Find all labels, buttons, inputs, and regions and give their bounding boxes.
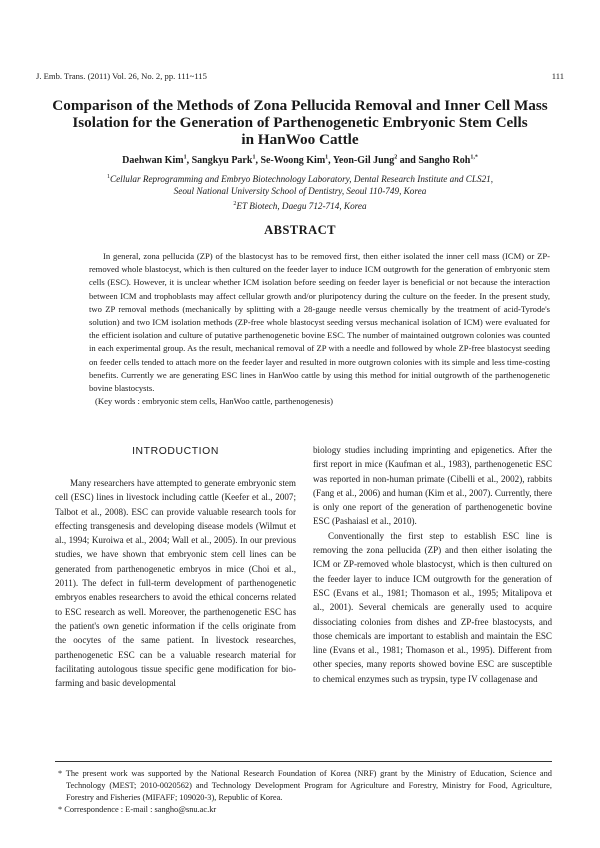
author-list [40, 155, 560, 166]
paragraph: Conventionally the first step to establish ESC line is removing the zona pellucida (ZP) and then either isolating the ICM or ZP-removed whole blastocyst, which is then cultured on the feeder layer to induce ICM outgrowth for the generation of ESC (Evans et al., 1981; Thomason et al., 1995; Mitalipova et al., 2001). Several chemicals are generally used to acquire dissociating colonies from dishes and ZP-free blastocysts, and those chemicals are important to establish and maintain the ESC line (Evans et al., 1981; Thomason et al., 1995). Different from other species, many reports showed bovine ESC are susceptible to chemical enzymes such as trypsin, type IV collagenase and [313, 530, 552, 684]
journal-citation: J. Emb. Trans. (2011) Vol. 26, No. 2, pp. 111~115 [36, 71, 207, 81]
funding-footnote: * The present work was supported by the National Research Foundation of Korea (NRF) grant by the Ministry of Education, Science and Technology (MEST; 2010-0020562) and Technology Development Program for Agriculture and Forestry, Ministry for Food, Agriculture, Forestry and Fisheries (MIFAFF; 109020-3), Republic of Korea. [58, 769, 552, 802]
running-header [36, 71, 564, 83]
footnote-divider [55, 761, 552, 762]
correspondence-footnote: * Correspondence : E-mail : sangho@snu.ac.kr [58, 805, 217, 814]
affiliation-1: $^1$Cellular Reprogramming and Embryo Biotechnology Laboratory, Dental Research Institute and CLS21, [106, 174, 494, 185]
author: Se-Woong Kim$^1$, [260, 155, 333, 167]
title-line: Isolation for the Generation of Parthenogenetic Embryonic Stem Cells [72, 114, 528, 131]
author: Yeon-Gil Jung$^2$ and [332, 155, 419, 167]
section-heading-introduction: INTRODUCTION [132, 446, 219, 457]
author: Daehwan Kim$^1$, [122, 155, 192, 167]
abstract-heading: ABSTRACT [264, 223, 336, 237]
abstract [89, 250, 550, 408]
title-line: Comparison of the Methods of Zona Pellucida Removal and Inner Cell Mass [52, 97, 548, 114]
affiliations [40, 171, 560, 212]
right-column [313, 443, 552, 686]
abstract-body: In general, zona pellucida (ZP) of the blastocyst has to be removed first, then either isolated the inner cell mass (ICM) or ZP-removed whole blastocyst, which is then cultured on the feeder layer to induce ICM outgrowth for the generation of embryonic stem cells (ESC). However, it is unclear whether ICM isolation before seeding on feeder layer is beneficial or not because the interaction between ICM and trophoblasts may affect cellular growth and/or pluripotency during the culture on the feeder. In the present study, two ZP removal methods (mechanically by splitting with a 28-gauge needle versus chemically by the treatment of acid-Tyrode's solution) and two ICM isolation methods (ZP-free whole blastocyst seeding versus mechanical isolation of ICM) were evaluated for the efficient isolation and culture of putative parthenogenetic bovine ESC. The number of maintained outgrown colonies was counted in each experimental group. As the result, mechanical removal of ZP with a needle and followed by whole ZP-free blastocyst seeding on feeder cells tended to attach more on the feeder layer and resulted in more outgrown colonies with its simple and less time-costing benefits. Currently we are generating ESC lines in HanWoo cattle by using this method for initial outgrowth of the parthenogenetic bovine blastocysts. [89, 251, 550, 394]
footnotes [58, 768, 552, 816]
paragraph: biology studies including imprinting and epigenetics. After the first report in mice (Kaufman et al., 1983), parthenogenetic ESC was reported in non-human primate (Cibelli et al., 2002), rabbits (Fang et al., 2006) and human (Kim et al., 2007). Currently, there is only one report of the generation of parthenogenetic bovine ESC (Pashaiasl et al., 2010). [313, 445, 552, 527]
affiliation-1-cont: Seoul National University School of Dentistry, Seoul 110-749, Korea [173, 186, 427, 197]
paragraph: Many researchers have attempted to generate embryonic stem cell (ESC) lines in livestock including cattle (Keefer et al., 2007; Talbot et al., 2008). ESC can provide valuable research tools for effecting transgenesis and developing disease models (Wilmut et al., 1994; Kuroiwa et al., 2004; Wall et al., 2005). In our previous studies, we have shown that embryonic stem cell lines can be generated from parthenogenetic embryos in mice (Choi et al., 2011). The defect in full-term development of parthenogenetic embryos enables researchers to avoid the ethical concerns related to ESC research as well. Moreover, the parthenogenetic ESC has the patient's own genetic information if the cells originate from the oocytes of the same patient. In livestock researches, parthenogenetic ESC can be a valuable research material for facilitating autologous tissue specific gene modification for bio-farming and basic developmental [55, 478, 296, 689]
affiliation-2: $^2$ET Biotech, Daegu 712-714, Korea [233, 200, 367, 211]
paper-title [40, 97, 560, 148]
author: Sangho Roh$^{1,*}$ [418, 155, 478, 167]
keywords: (Key words : embryonic stem cells, HanWoo cattle, parthenogenesis) [95, 396, 333, 407]
page-number: 111 [551, 71, 564, 81]
left-column [55, 446, 296, 690]
title-line: in HanWoo Cattle [241, 131, 359, 148]
author: Sangkyu Park$^1$, [191, 155, 261, 167]
